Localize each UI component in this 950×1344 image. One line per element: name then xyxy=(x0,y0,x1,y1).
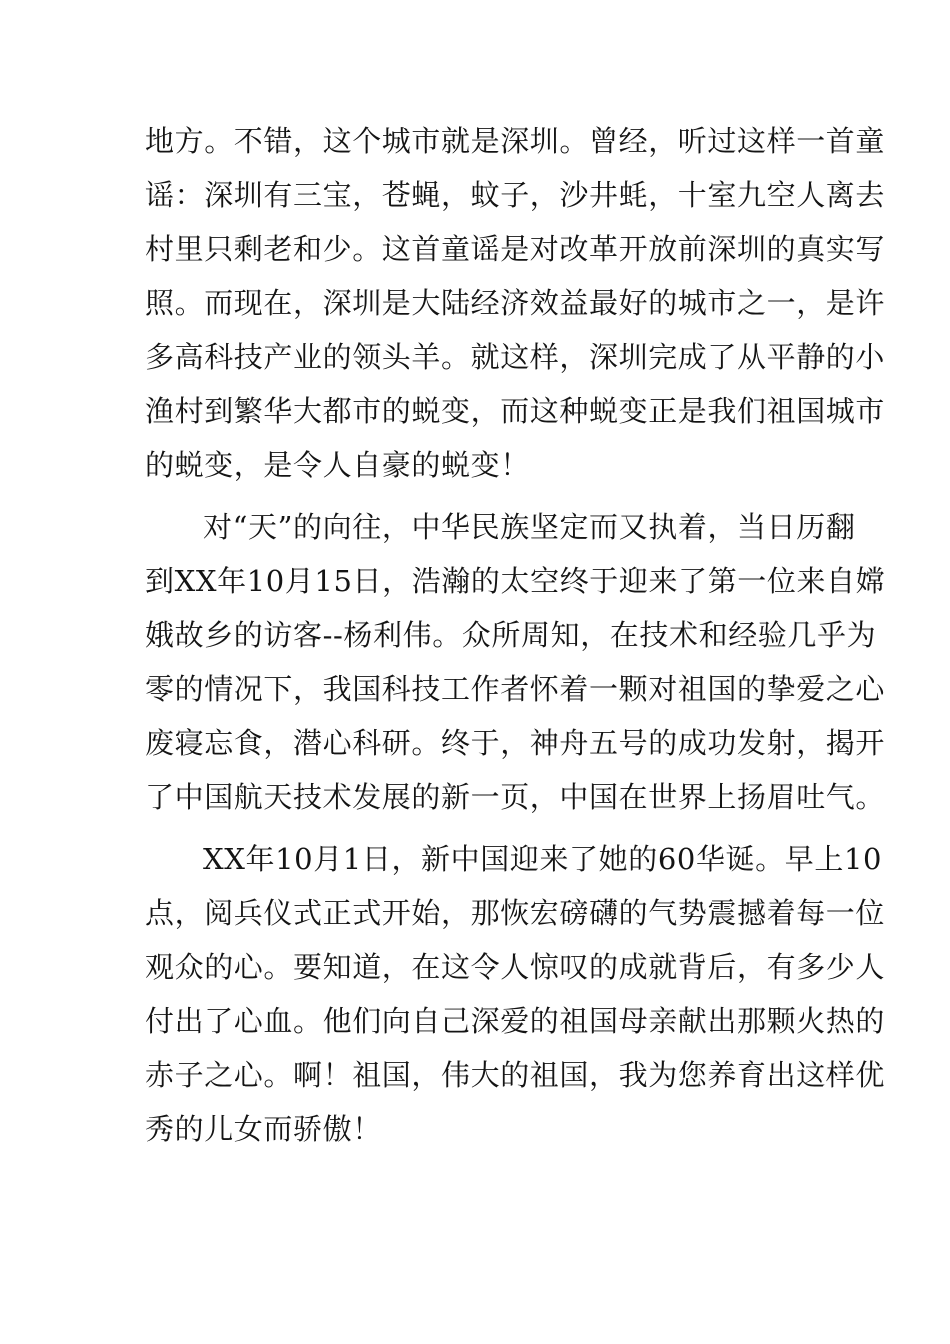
paragraph-2-line-2: 到XX年10月15日，浩瀚的太空终于迎来了第一位来自嫦 xyxy=(145,564,886,598)
paragraph-2-line-6: 了中国航天技术发展的新一页，中国在世界上扬眉吐气。 xyxy=(145,780,886,814)
paragraph-spacer xyxy=(145,492,810,500)
paragraph-2-line-5: 废寝忘食，潜心科研。终于，神舟五号的成功发射，揭开 xyxy=(145,726,886,760)
paragraph-3-line-2: 点，阅兵仪式正式开始，那恢宏磅礴的气势震撼着每一位 xyxy=(145,896,886,930)
paragraph-1-line-4: 照。而现在，深圳是大陆经济效益最好的城市之一，是许 xyxy=(145,286,886,320)
paragraph-2-line-4: 零的情况下，我国科技工作者怀着一颗对祖国的挚爱之心 xyxy=(145,672,886,706)
paragraph-1-line-5: 多高科技产业的领头羊。就这样，深圳完成了从平静的小 xyxy=(145,340,886,374)
body-text xyxy=(145,114,886,1156)
paragraph-3-line-3: 观众的心。要知道，在这令人惊叹的成就背后，有多少人 xyxy=(145,950,886,984)
paragraph-3-line-6: 秀的儿女而骄傲！ xyxy=(145,1112,382,1146)
paragraph-3-line-4: 付出了心血。他们向自己深爱的祖国母亲献出那颗火热的 xyxy=(145,1004,886,1038)
paragraph-1-line-3: 村里只剩老和少。这首童谣是对改革开放前深圳的真实写 xyxy=(145,232,886,266)
paragraph-2-line-1: 对“天”的向往，中华民族坚定而又执着，当日历翻 xyxy=(203,510,856,544)
paragraph-1-line-7: 的蜕变，是令人自豪的蜕变！ xyxy=(145,448,530,482)
paragraph-1-line-1: 地方。不错，这个城市就是深圳。曾经，听过这样一首童 xyxy=(145,124,886,158)
paragraph-spacer xyxy=(145,824,810,832)
paragraph-3-line-1: XX年10月1日，新中国迎来了她的60华诞。早上10 xyxy=(203,842,883,876)
paragraph-2-line-3: 娥故乡的访客--杨利伟。众所周知，在技术和经验几乎为 xyxy=(145,618,877,652)
paragraph-3-line-5: 赤子之心。啊！祖国，伟大的祖国，我为您养育出这样优 xyxy=(145,1058,886,1092)
paragraph-1-line-6: 渔村到繁华大都市的蜕变，而这种蜕变正是我们祖国城市 xyxy=(145,394,886,428)
paragraph-1-line-2: 谣：深圳有三宝，苍蝇，蚊子，沙井蚝，十室九空人离去 xyxy=(145,178,886,212)
